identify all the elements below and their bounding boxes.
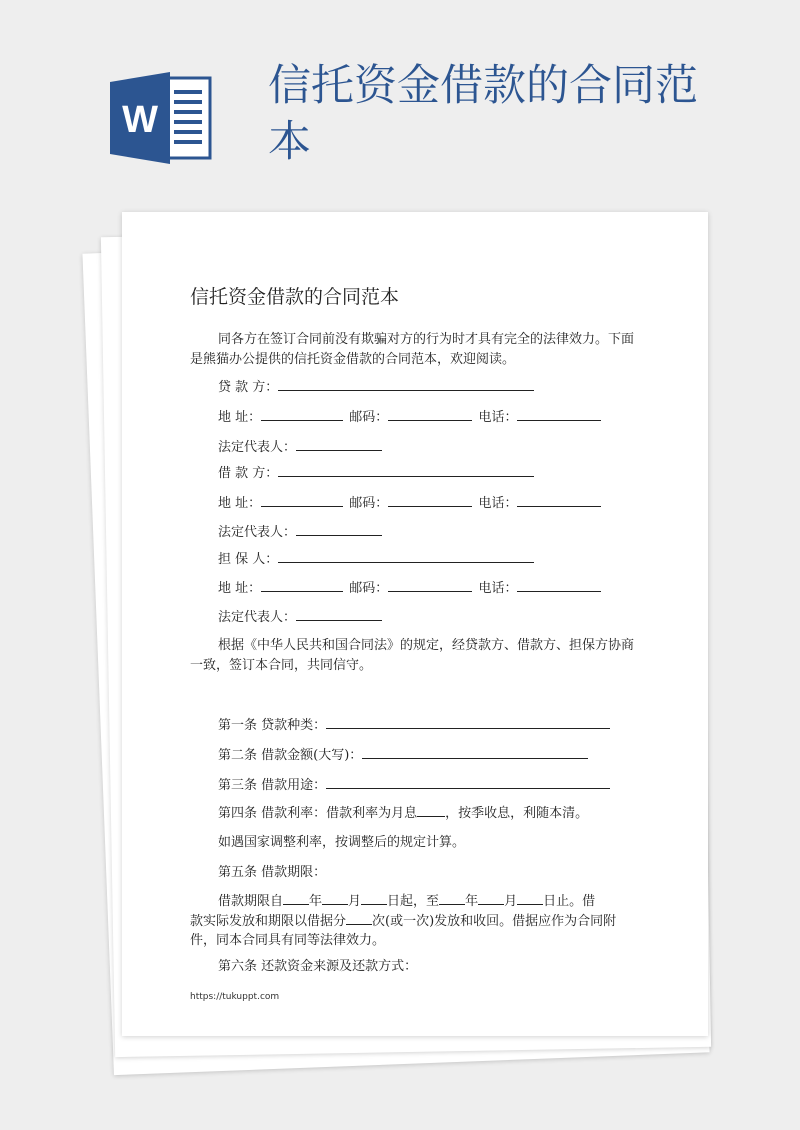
lender-rep-line (218, 438, 382, 457)
article-3 (218, 776, 610, 795)
phone-blank[interactable] (517, 494, 601, 507)
phone-label: 电话： (478, 581, 518, 596)
article-5-line2 (190, 912, 616, 931)
article-3-blank[interactable] (326, 776, 610, 789)
article-5: 第五条 借款期限： (218, 865, 327, 880)
article-4-label: 第四条 借款利率：借款利率为月息 (218, 806, 418, 821)
article-6: 第六条 还款资金来源及还款方式： (218, 959, 418, 974)
borrower-blank[interactable] (278, 464, 534, 477)
article-2 (218, 746, 588, 765)
borrower-rep-line (218, 523, 382, 542)
lender-address-line (218, 408, 601, 427)
legal-rep-label: 法定代表人： (218, 610, 297, 625)
guarantor-line (218, 550, 534, 569)
postcode-label: 邮码： (349, 496, 389, 511)
lender-blank[interactable] (278, 378, 534, 391)
day-from-label: 日起，至 (387, 894, 440, 909)
address-blank[interactable] (261, 579, 343, 592)
postcode-blank[interactable] (388, 494, 472, 507)
borrower-address-line (218, 494, 601, 513)
from-month-blank[interactable] (322, 892, 348, 905)
phone-label: 电话： (478, 496, 518, 511)
address-label: 地 址： (218, 581, 262, 596)
phone-label: 电话： (478, 410, 518, 425)
lender-line (218, 378, 534, 397)
phone-blank[interactable] (517, 408, 601, 421)
postcode-label: 邮码： (349, 581, 389, 596)
legal-rep-blank[interactable] (296, 608, 382, 621)
installments-blank[interactable] (346, 912, 372, 925)
installments-label: 款实际发放和期限以借据分 (190, 914, 347, 929)
document-title: 信托资金借款的合同范本 (190, 286, 400, 308)
guarantor-address-line (218, 579, 601, 598)
footer-url[interactable]: https://tukuppt.com (190, 992, 280, 1002)
article-1-label: 第一条 贷款种类： (218, 718, 327, 733)
installments-suffix: 次(或一次)发放和收回。借据应作为合同附 (372, 914, 617, 929)
term-from-label: 借款期限自 (218, 894, 284, 909)
intro-paragraph: 同各方在签订合同前没有欺骗对方的行为时才具有完全的法律效力。下面是熊猫办公提供的信托资金借款的合同范本，欢迎阅读。 (190, 332, 635, 367)
to-day-blank[interactable] (517, 892, 543, 905)
word-icon (110, 72, 214, 164)
to-year-blank[interactable] (439, 892, 465, 905)
postcode-label: 邮码： (349, 410, 389, 425)
article-5-line3: 件，同本合同具有同等法律效力。 (190, 933, 386, 948)
legal-rep-label: 法定代表人： (218, 525, 297, 540)
article-3-label: 第三条 借款用途： (218, 778, 327, 793)
postcode-blank[interactable] (388, 408, 472, 421)
from-day-blank[interactable] (361, 892, 387, 905)
from-year-blank[interactable] (283, 892, 309, 905)
guarantor-rep-line (218, 608, 382, 627)
legal-rep-label: 法定代表人： (218, 440, 297, 455)
article-2-label: 第二条 借款金额(大写)： (218, 748, 363, 763)
article-4 (218, 804, 588, 823)
article-4-note: 如遇国家调整利率，按调整后的规定计算。 (218, 835, 466, 850)
postcode-blank[interactable] (388, 579, 472, 592)
month-label: 月 (504, 894, 518, 909)
article-1 (218, 716, 610, 735)
borrower-line (218, 464, 534, 483)
article-1-blank[interactable] (326, 716, 610, 729)
svg-text:W: W (122, 99, 158, 141)
borrower-label: 借 款 方： (218, 466, 279, 481)
address-blank[interactable] (261, 494, 343, 507)
legal-rep-blank[interactable] (296, 438, 382, 451)
lender-label: 贷 款 方： (218, 380, 279, 395)
document-page (122, 212, 708, 1036)
article-4-suffix: ，按季收息，利随本清。 (445, 806, 589, 821)
year-label: 年 (465, 894, 479, 909)
guarantor-label: 担 保 人： (218, 552, 279, 567)
article-5-line1 (218, 892, 595, 911)
phone-blank[interactable] (517, 579, 601, 592)
basis-paragraph: 根据《中华人民共和国合同法》的规定，经贷款方、借款方、担保方协商一致，签订本合同，共同信守。 (190, 638, 635, 673)
month-label: 月 (348, 894, 362, 909)
to-month-blank[interactable] (478, 892, 504, 905)
header-title: 信托资金借款的合同范本 (268, 61, 698, 167)
legal-rep-blank[interactable] (296, 523, 382, 536)
address-label: 地 址： (218, 496, 262, 511)
interest-rate-blank[interactable] (417, 804, 445, 817)
article-2-blank[interactable] (362, 746, 588, 759)
day-to-label: 日止。借 (543, 894, 596, 909)
address-blank[interactable] (261, 408, 343, 421)
guarantor-blank[interactable] (278, 550, 534, 563)
year-label: 年 (309, 894, 323, 909)
address-label: 地 址： (218, 410, 262, 425)
